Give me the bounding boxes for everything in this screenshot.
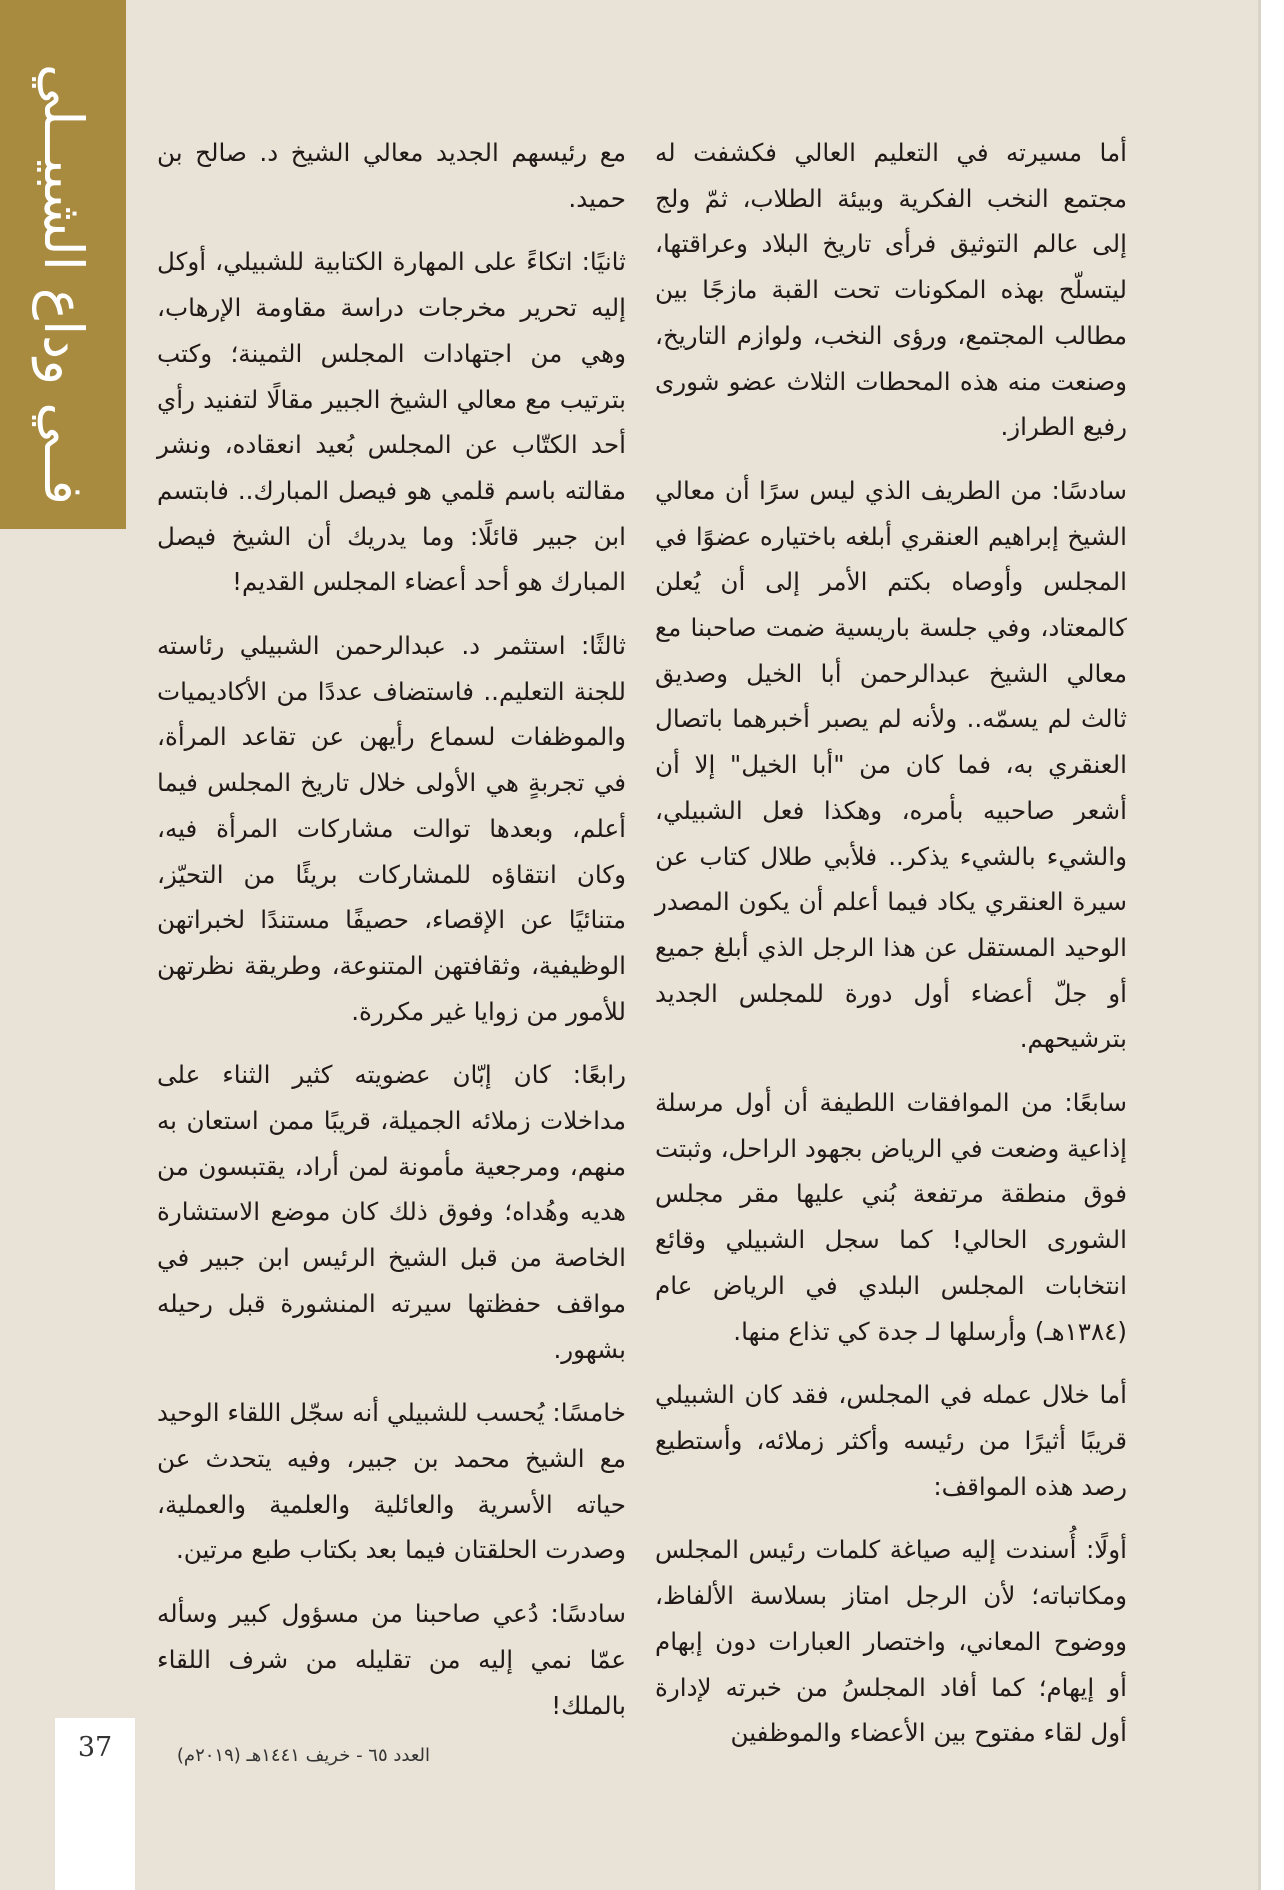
paragraph: مع رئيسهم الجديد معالي الشيخ د. صالح بن حميد. (157, 138, 626, 213)
paragraph: أما مسيرته في التعليم العالي فكشفت له مجتمع النخب الفكرية وبيئة الطلاب، ثمّ ولج إلى عالم التوثيق فرأى تاريخ البلاد وعراقتها، ليتسلّح بهذه المكونات تحت القبة مازجًا بين مطالب المجتمع، ورؤى النخب، ولوازم التاريخ، وصنعت منه هذه المحطات الثلاث عضو شورى رفيع الطراز. (655, 138, 1127, 442)
paragraph: أولًا: أُسندت إليه صياغة كلمات رئيس المجلس ومكاتباته؛ لأن الرجل امتاز بسلاسة الألفاظ، ووضوح المعاني، واختصار العبارات دون إبهام أو إيهام؛ كما أفاد المجلسُ من خبرته لإدارة أول لقاء مفتوح بين الأعضاء والموظفين (655, 1535, 1127, 1748)
paragraph: ثالثًا: استثمر د. عبدالرحمن الشبيلي رئاسته للجنة التعليم.. فاستضاف عددًا من الأكاديميات والموظفات لسماع رأيهن عن تقاعد المرأة، في تجربةٍ هي الأولى خلال تاريخ المجلس فيما أعلم، وبعدها توالت مشاركات المرأة فيه، وكان انتقاؤه للمشاركات بريئًا من التحيّز، متنائيًا عن الإقصاء، حصيفًا مستندًا لخبراتهن الوظيفية، وثقافتهن المتنوعة، وطريقة نظرتهن للأمور من زوايا غير مكررة. (157, 631, 626, 1026)
paragraph: سادسًا: من الطريف الذي ليس سرًا أن معالي الشيخ إبراهيم العنقري أبلغه باختياره عضوًا في المجلس وأوصاه بكتم الأمر إلى أن يُعلن كالمعتاد، وفي جلسة باريسية ضمت صاحبنا مع معالي الشيخ عبدالرحمن أبا الخيل وصديق ثالث لم يسمّه.. ولأنه لم يصبر أخبرهما باتصال العنقري به، فما كان من "أبا الخيل" إلا أن أشعر صاحبيه بأمره، وهكذا فعل الشبيلي، والشيء بالشيء يذكر.. فلأبي طلال كتاب عن سيرة العنقري يكاد فيما أعلم أن يكون المصدر الوحيد المستقل عن هذا الرجل الذي أبلغ جميع أو جلّ أعضاء أول دورة للمجلس الجديد بترشيحهم. (655, 475, 1127, 1054)
paragraph: سادسًا: دُعي صاحبنا من مسؤول كبير وسأله عمّا نمي إليه من تقليله من شرف اللقاء بالملك! (157, 1599, 626, 1720)
paragraph: سابعًا: من الموافقات اللطيفة أن أول مرسلة إذاعية وضعت في الرياض بجهود الراحل، وثبتت فوق منطقة مرتفعة بُني عليها مقر مجلس الشورى الحالي! كما سجل الشبيلي وقائع انتخابات المجلس البلدي في الرياض عام (١٣٨٤هـ) وأرسلها لـ جدة كي تذاع منها. (655, 1088, 1127, 1346)
paragraph: خامسًا: يُحسب للشبيلي أنه سجّل اللقاء الوحيد مع الشيخ محمد بن جبير، وفيه يتحدث عن حياته الأسرية والعائلية والعلمية والعملية، وصدرت الحلقتان فيما بعد بكتاب طبع مرتين. (157, 1398, 626, 1565)
section-tab (0, 0, 126, 529)
page-edge-strip (1258, 0, 1284, 1890)
paragraph: رابعًا: كان إبّان عضويته كثير الثناء على مداخلات زملائه الجميلة، قريبًا ممن استعان به منهم، ومرجعية مأمونة لمن أراد، يقتبسون من هديه وهُداه؛ وفوق ذلك كان موضع الاستشارة الخاصة من قبل الشيخ الرئيس ابن جبير في مواقف حفظتها سيرته المنشورة قبل رحيله بشهور. (157, 1060, 626, 1364)
page-number-box (55, 1718, 135, 1890)
paragraph: ثانيًا: اتكاءً على المهارة الكتابية للشبيلي، أوكل إليه تحرير مخرجات دراسة مقاومة الإرهاب، وهي من اجتهادات المجلس الثمينة؛ وكتب بترتيب مع معالي الشيخ الجبير مقالًا لتفنيد رأي أحد الكتّاب عن المجلس بُعيد انعقاده، ونشر مقالته باسم قلمي هو فيصل المبارك.. فابتسم ابن جبير قائلًا: وما يدريك أن الشيخ فيصل المبارك هو أحد أعضاء المجلس القديم! (157, 247, 626, 597)
issue-info: العدد ٦٥ - خريف ١٤٤١هـ (٢٠١٩م) (176, 1745, 430, 1766)
section-title: فــي وداع الشبيــلي (32, 64, 95, 505)
page-number: 37 (77, 1732, 113, 1763)
left-text-column (157, 130, 626, 1746)
paragraph: أما خلال عمله في المجلس، فقد كان الشبيلي قريبًا أثيرًا من رئيسه وأكثر زملائه، وأستطيع رصد هذه المواقف: (655, 1380, 1127, 1501)
right-text-column (655, 130, 1127, 1774)
